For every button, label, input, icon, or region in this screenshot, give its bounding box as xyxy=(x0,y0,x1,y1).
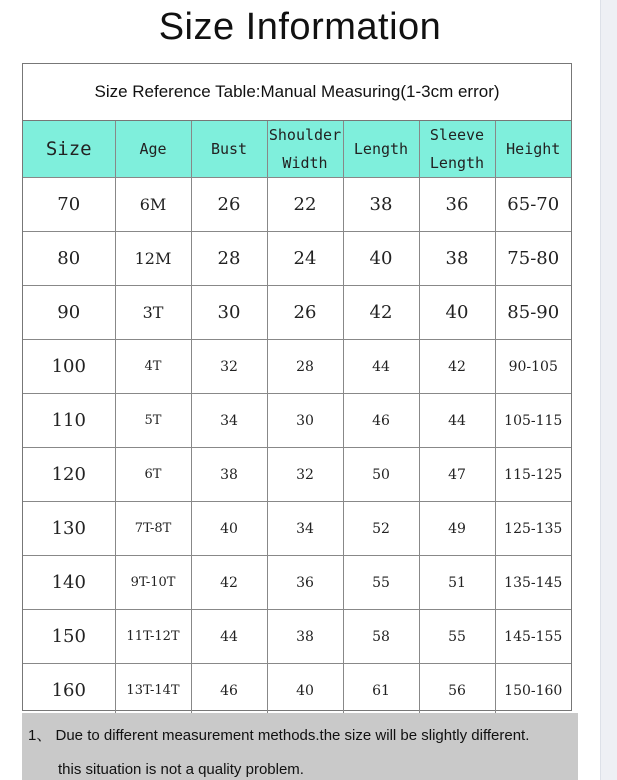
cell-bust: 38 xyxy=(191,448,267,502)
cell-shoulder: 30 xyxy=(267,394,343,448)
header-bust: Bust xyxy=(191,121,267,178)
cell-length: 40 xyxy=(343,232,419,286)
table-row xyxy=(23,502,571,556)
cell-length: 58 xyxy=(343,610,419,664)
cell-length: 38 xyxy=(343,178,419,232)
cell-shoulder: 24 xyxy=(267,232,343,286)
cell-height: 135-145 xyxy=(495,556,571,610)
cell-length: 50 xyxy=(343,448,419,502)
table-caption: Size Reference Table:Manual Measuring(1-3cm error) xyxy=(23,64,571,121)
cell-bust: 46 xyxy=(191,664,267,718)
cell-size: 130 xyxy=(23,502,115,556)
cell-age: 13T-14T xyxy=(115,664,191,718)
cell-height: 75-80 xyxy=(495,232,571,286)
cell-size: 140 xyxy=(23,556,115,610)
cell-height: 65-70 xyxy=(495,178,571,232)
header-age: Age xyxy=(115,121,191,178)
cell-size: 70 xyxy=(23,178,115,232)
cell-sleeve: 47 xyxy=(419,448,495,502)
table-row xyxy=(23,232,571,286)
cell-length: 61 xyxy=(343,664,419,718)
header-height: Height xyxy=(495,121,571,178)
cell-shoulder: 34 xyxy=(267,502,343,556)
cell-age: 3T xyxy=(115,286,191,340)
table-row xyxy=(23,340,571,394)
cell-shoulder: 36 xyxy=(267,556,343,610)
cell-sleeve: 51 xyxy=(419,556,495,610)
size-grid xyxy=(23,121,571,717)
cell-bust: 34 xyxy=(191,394,267,448)
cell-age: 4T xyxy=(115,340,191,394)
cell-bust: 26 xyxy=(191,178,267,232)
cell-height: 145-155 xyxy=(495,610,571,664)
cell-height: 90-105 xyxy=(495,340,571,394)
cell-shoulder: 28 xyxy=(267,340,343,394)
cell-bust: 40 xyxy=(191,502,267,556)
cell-size: 80 xyxy=(23,232,115,286)
cell-age: 9T-10T xyxy=(115,556,191,610)
cell-size: 90 xyxy=(23,286,115,340)
cell-size: 150 xyxy=(23,610,115,664)
cell-sleeve: 56 xyxy=(419,664,495,718)
cell-sleeve: 49 xyxy=(419,502,495,556)
notes-box xyxy=(22,713,578,780)
cell-size: 160 xyxy=(23,664,115,718)
cell-age: 5T xyxy=(115,394,191,448)
table-row xyxy=(23,178,571,232)
page-title: Size Information xyxy=(158,6,442,48)
cell-length: 46 xyxy=(343,394,419,448)
header-sleeve-length: Sleeve Length xyxy=(419,121,495,178)
cell-height: 105-115 xyxy=(495,394,571,448)
header-row xyxy=(23,121,571,178)
cell-bust: 28 xyxy=(191,232,267,286)
cell-length: 52 xyxy=(343,502,419,556)
cell-sleeve: 40 xyxy=(419,286,495,340)
cell-height: 150-160 xyxy=(495,664,571,718)
cell-shoulder: 40 xyxy=(267,664,343,718)
cell-sleeve: 42 xyxy=(419,340,495,394)
table-row xyxy=(23,610,571,664)
table-row xyxy=(23,448,571,502)
cell-age: 6T xyxy=(115,448,191,502)
header-length: Length xyxy=(343,121,419,178)
cell-height: 85-90 xyxy=(495,286,571,340)
cell-shoulder: 38 xyxy=(267,610,343,664)
cell-age: 6M xyxy=(115,178,191,232)
header-shoulder-width: Shoulder Width xyxy=(267,121,343,178)
size-table xyxy=(22,63,572,711)
cell-height: 115-125 xyxy=(495,448,571,502)
cell-sleeve: 55 xyxy=(419,610,495,664)
note-line-2: this situation is not a quality problem. xyxy=(58,761,304,778)
cell-bust: 30 xyxy=(191,286,267,340)
table-row xyxy=(23,556,571,610)
table-row xyxy=(23,394,571,448)
cell-length: 44 xyxy=(343,340,419,394)
cell-age: 12M xyxy=(115,232,191,286)
cell-sleeve: 38 xyxy=(419,232,495,286)
table-row xyxy=(23,664,571,718)
cell-size: 120 xyxy=(23,448,115,502)
cell-age: 7T-8T xyxy=(115,502,191,556)
cell-bust: 32 xyxy=(191,340,267,394)
scrollbar-gutter[interactable] xyxy=(600,0,617,780)
header-size: Size xyxy=(23,121,115,178)
table-row xyxy=(23,286,571,340)
cell-sleeve: 44 xyxy=(419,394,495,448)
cell-size: 110 xyxy=(23,394,115,448)
cell-length: 42 xyxy=(343,286,419,340)
cell-bust: 44 xyxy=(191,610,267,664)
cell-shoulder: 22 xyxy=(267,178,343,232)
cell-age: 11T-12T xyxy=(115,610,191,664)
cell-shoulder: 26 xyxy=(267,286,343,340)
cell-height: 125-135 xyxy=(495,502,571,556)
cell-shoulder: 32 xyxy=(267,448,343,502)
note-line-1: 1、 Due to different measurement methods.the size will be slightly different. xyxy=(28,727,530,744)
cell-bust: 42 xyxy=(191,556,267,610)
cell-sleeve: 36 xyxy=(419,178,495,232)
cell-size: 100 xyxy=(23,340,115,394)
cell-length: 55 xyxy=(343,556,419,610)
